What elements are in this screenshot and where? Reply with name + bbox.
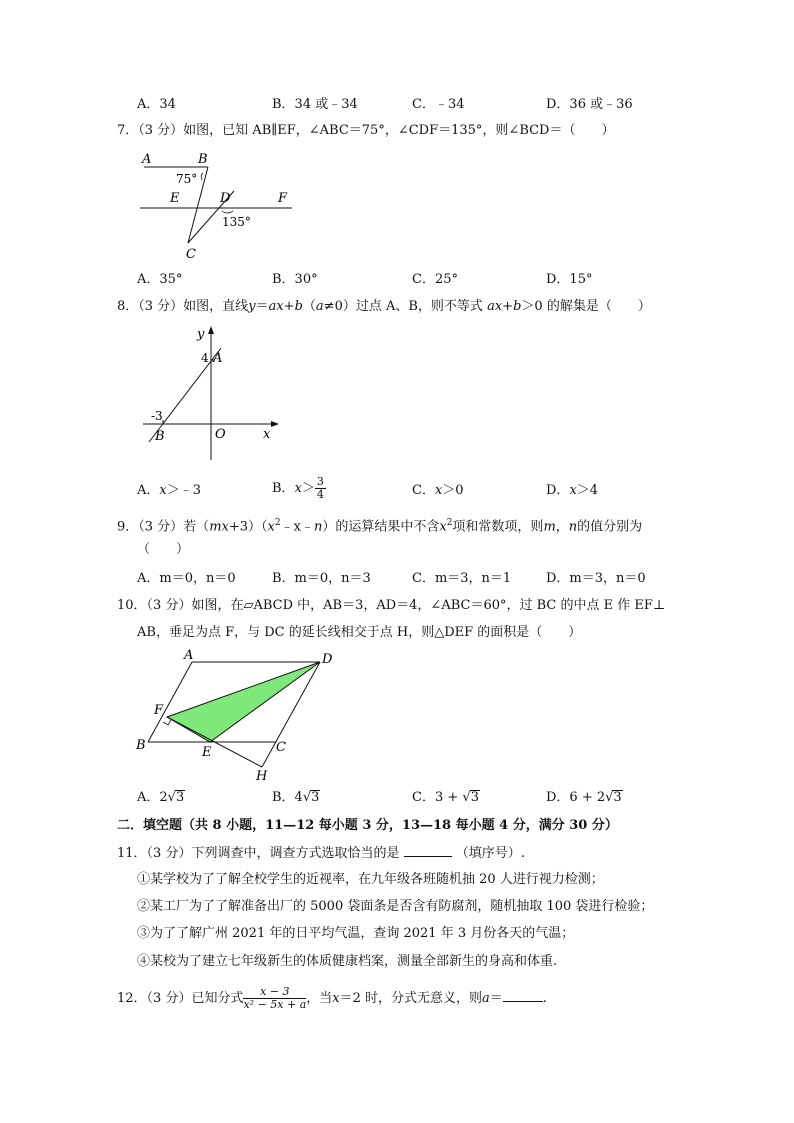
q7-label-a: A <box>142 152 152 167</box>
q9-question: 9．（3 分）若$(mx+3)(x^2﹣x﹣n)$的运算结果中不含$x^2$项和常数项，则m，n的值分别为 <box>117 518 643 535</box>
q10-label-d: D <box>322 652 333 667</box>
q8-y-label: y <box>197 327 205 342</box>
q10-option-c: C．3 + √3 <box>412 790 479 805</box>
q8-x-label: x <box>263 427 271 442</box>
q8-origin-label: O <box>215 427 226 442</box>
q10-option-a: A．2√3 <box>137 790 185 805</box>
q7-option-c: C．25° <box>412 272 458 287</box>
q12-answer-blank <box>503 989 543 1002</box>
q9-option-c: C．m＝3，n＝1 <box>412 571 512 586</box>
q10-question-line2: AB，垂足为点 F，与 DC 的延长线相交于点 H，则△DEF 的面积是（ ） <box>137 625 582 640</box>
q7-angle-75: 75° <box>176 172 198 186</box>
q8-option-b: B．x＞ $\frac{3}{4}$ <box>272 475 324 501</box>
q7-question: 7．（3 分）如图，已知 AB∥EF，∠ABC＝75°，∠CDF＝135°，则∠BCD＝（ ） <box>117 123 615 138</box>
section2-title: 二．填空题（共 8 小题，11—12 每小题 3 分，13—18 每小题 4 分，满分 30 分） <box>117 818 618 833</box>
q10-label-h: H <box>256 769 268 784</box>
q8-option-a: A．x＞﹣3 <box>137 483 202 498</box>
q6-option-d: D．36 或﹣36 <box>546 97 633 112</box>
q7-label-f: F <box>278 191 288 206</box>
q9-paren: （ ） <box>137 542 190 557</box>
q8-tick-4: 4 <box>201 351 209 365</box>
q10-question-line1: 10．（3 分）如图，在▱ABCD 中，AB＝3，AD＝4，∠ABC＝60°，过 BC 的中点 E 作 EF⊥ <box>117 598 666 613</box>
q6-option-c: C．﹣34 <box>412 97 465 112</box>
q7-label-c: C <box>186 247 196 262</box>
q7-option-d: D．15° <box>546 272 593 287</box>
q6-option-b: B．34 或﹣34 <box>272 97 358 112</box>
q9-option-a: A．m＝0，n＝0 <box>137 571 236 586</box>
q9-option-b: B．m＝0，n＝3 <box>272 571 371 586</box>
q7-label-e: E <box>170 191 180 206</box>
q10-option-d: D．6 + 2√3 <box>546 790 622 805</box>
q7-label-b: B <box>198 152 208 167</box>
q8-option-d: D．x＞4 <box>546 483 599 498</box>
q7-option-a: A．35° <box>137 272 183 287</box>
q6-option-a: A．34 <box>137 97 176 112</box>
q10-label-a: A <box>184 648 194 663</box>
q8-option-c: C．x＞0 <box>412 483 464 498</box>
q11-item-4: ④某校为了建立七年级新生的体质健康档案，测量全部新生的身高和体重. <box>137 954 558 969</box>
q10-option-b: B．4√3 <box>272 790 320 805</box>
q8-point-a: A <box>213 351 223 366</box>
q7-figure <box>130 145 305 265</box>
q10-label-f: F <box>154 703 164 718</box>
q11-question: 11．（3 分）下列调查中，调查方式选取恰当的是 （填序号）. <box>117 846 525 861</box>
q8-question: 8．（3 分）如图，直线y＝ax+b（a≠0）过点 A、B，则不等式 ax+b＞0 的解集是（ ） <box>117 299 651 314</box>
q12-fraction: $\frac{x - 3}{\text{x² − 5x + a}}$ <box>243 985 307 1011</box>
q7-angle-135: 135° <box>222 215 251 229</box>
q10-figure <box>130 645 345 785</box>
q12-question: 12．（3 分）已知分式 $\frac{x - 3}{\text{x² − 5x + a}}$ ，当x＝2 时，分式无意义，则a＝ . <box>117 985 547 1011</box>
q7-option-b: B．30° <box>272 272 318 287</box>
q10-label-e: E <box>202 745 212 760</box>
q11-answer-blank <box>404 844 452 857</box>
q7-label-d: D <box>220 191 231 206</box>
q10-label-b: B <box>136 738 146 753</box>
q8-figure <box>135 322 285 467</box>
q8-tick-neg3: -3 <box>151 409 163 423</box>
q10-label-c: C <box>276 740 286 755</box>
q9-option-d: D．m＝3，n＝0 <box>546 571 646 586</box>
q11-item-1: ①某学校为了了解全校学生的近视率，在九年级各班随机抽 20 人进行视力检测； <box>137 872 604 887</box>
q8-point-b: B <box>155 429 165 444</box>
q11-item-2: ②某工厂为了了解准备出厂的 5000 袋面条是否含有防腐剂，随机抽取 100 袋进行检验； <box>137 899 654 914</box>
q11-item-3: ③为了了解广州 2021 年的日平均气温，查询 2021 年 3 月份各天的气温； <box>137 926 575 941</box>
